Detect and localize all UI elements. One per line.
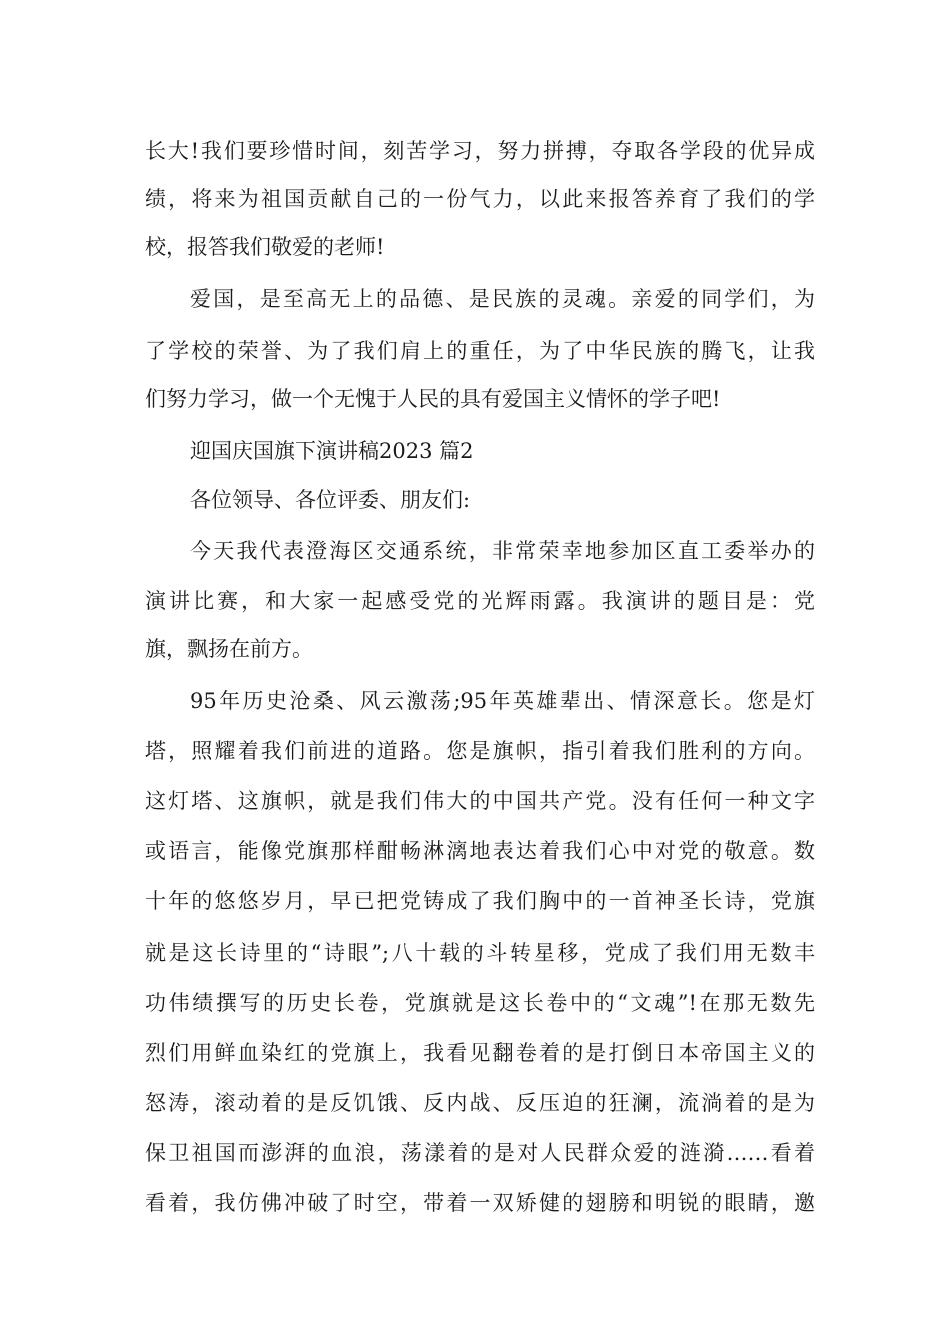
text-line: 校，报答我们敬爱的老师!: [145, 235, 385, 259]
text-line: 烈们用鲜血染红的党旗上，我看见翻卷着的是打倒日本帝国主义的: [145, 1041, 815, 1065]
text-line: 长大!我们要珍惜时间，刻苦学习，努力拼搏，夺取各学段的优异成: [145, 139, 815, 163]
text-line: 十年的悠悠岁月，早已把党铸成了我们胸中的一首神圣长诗，党旗: [145, 889, 815, 913]
text-line: 塔，照耀着我们前进的道路。您是旗帜，指引着我们胜利的方向。: [145, 739, 815, 763]
text-line: 怒涛，滚动着的是反饥饿、反内战、反压迫的狂澜，流淌着的是为: [145, 1091, 815, 1115]
text-line: 或语言，能像党旗那样酣畅淋漓地表达着我们心中对党的敬意。数: [145, 839, 815, 863]
text-line: 就是这长诗里的“诗眼”;八十载的斗转星移，党成了我们用无数丰: [145, 941, 815, 965]
text-line: 们努力学习，做一个无愧于人民的具有爱国主义情怀的学子吧!: [145, 387, 721, 411]
text-line: 旗，飘扬在前方。: [145, 637, 313, 661]
text-line: 演讲比赛，和大家一起感受党的光辉雨露。我演讲的题目是：党: [145, 589, 815, 613]
section-heading: 迎国庆国旗下演讲稿2023 篇2: [190, 439, 474, 463]
text-line: 看着，我仿佛冲破了时空，带着一双矫健的翅膀和明锐的眼睛，邀: [145, 1191, 815, 1215]
salutation: 各位领导、各位评委、朋友们:: [190, 488, 471, 512]
text-line: 这灯塔、这旗帜，就是我们伟大的中国共产党。没有任何一种文字: [145, 789, 815, 813]
text-line: 功伟绩撰写的历史长卷，党旗就是这长卷中的“文魂”!在那无数先: [145, 991, 815, 1015]
text-line: 保卫祖国而澎湃的血浪，荡漾着的是对人民群众爱的涟漪……看着: [145, 1141, 815, 1165]
text-line: 今天我代表澄海区交通系统，非常荣幸地参加区直工委举办的: [190, 539, 815, 563]
text-line: 了学校的荣誉、为了我们肩上的重任，为了中华民族的腾飞，让我: [145, 339, 815, 363]
text-line: 爱国，是至高无上的品德、是民族的灵魂。亲爱的同学们，为: [190, 287, 815, 311]
text-line: 95年历史沧桑、风云激荡;95年英雄辈出、情深意长。您是灯: [190, 689, 815, 713]
text-line: 绩，将来为祖国贡献自己的一份气力，以此来报答养育了我们的学: [145, 187, 815, 211]
